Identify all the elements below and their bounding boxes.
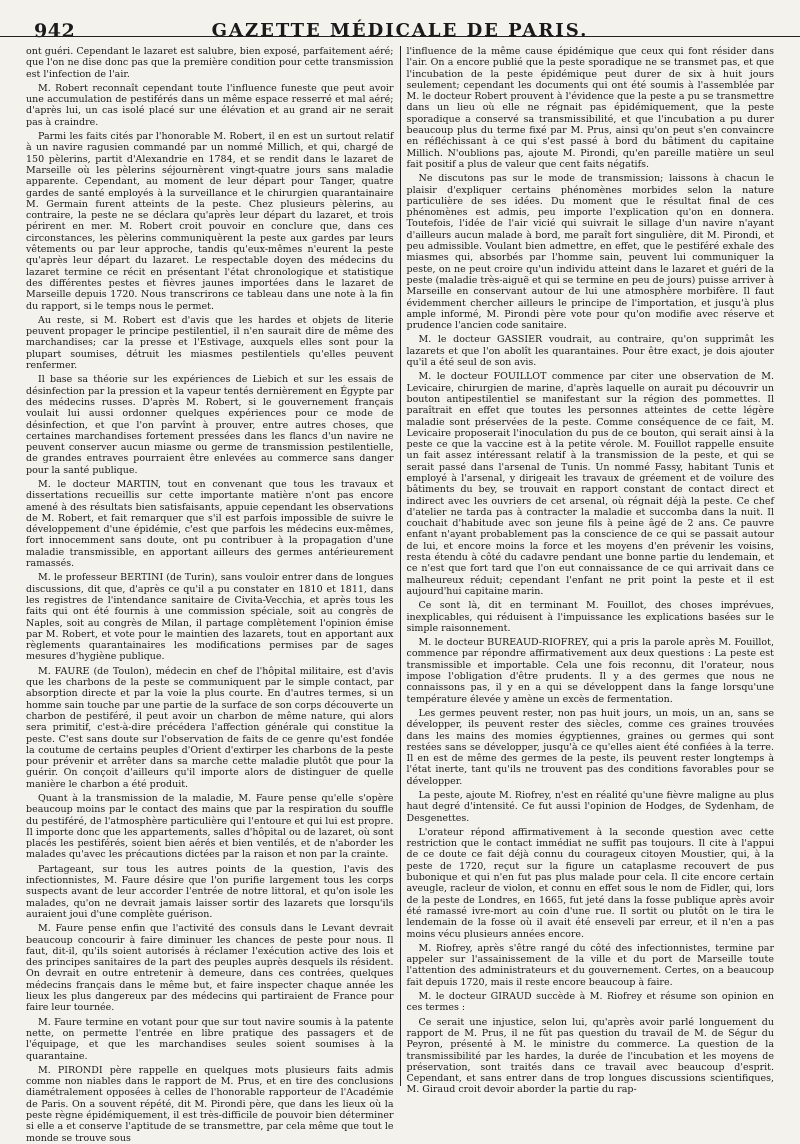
paragraph: M. le docteur GASSIER voudrait, au contraire, qu'on supprimât les lazarets et que l'on abolît les quarantaines. Pour être exact, je dois ajouter qu'il a été seul de son avis. [406, 334, 774, 369]
paragraph: M. Robert reconnaît cependant toute l'influence funeste que peut avoir une accumulation de pestiférés dans un même espace resserré et mal aéré; d'après lui, un cas isolé placé sur une élévation et au grand air ne serait pas à craindre. [26, 82, 394, 128]
header-rule [0, 36, 800, 37]
paragraph: Il base sa théorie sur les expériences de Liebich et sur les essais de désinfection par la pression et la vapeur tentés dernièrement en Égypte par des médecins russes. D'après M. Robert, si le gouvernement français voulait lui aussi ordonner quelques expériences pour ce mode de désinfection, et que l'on parvînt à prouver, entre autres choses, que certaines marchandises fortement pressées dans les flancs d'un navire ne peuvent conserver aucun miasme ou germe de transmission pestilentielle, de grandes entraves pourraient être enlevées au commerce sans danger pour la santé publique. [26, 374, 394, 476]
paragraph: M. le docteur FOUILLOT commence par citer une observation de M. Levicaire, chirurgien de marine, d'après laquelle on aurait pu découvrir un bouton antipestilentiel se manifestant sur la région des pommettes. Il paraîtrait en effet que toutes les personnes atteintes de cette légère maladie sont préservées de la peste. Comme conséquence de ce fait, M. Levicaire proposerait l'inoculation du pus de ce bouton, qui serait ainsi à la peste ce que la vaccine est à la petite vérole. M. Fouillot rappelle ensuite un fait assez intéressant relatif à la transmission de la peste, et qui se serait passé dans l'arsenal de Tunis. Un nommé Fassy, habitant Tunis et employé à l'arsenal, y dirigeait les travaux de gréement et de voilure des bâtiments du bey, se trouvait en rapport constant de contact direct et indirect avec les ouvriers de cet arsenal, où régnait déjà la peste. Ce chef d'atelier ne tarda pas à contracter la maladie et succomba dans la nuit. Il couchait d'habitude avec son jeune fils à peine âgé de 2 ans. Ce pauvre enfant n'ayant probablement pas la conscience de ce qui se passait autour de lui, et encore moins la force et les moyens d'en prévenir les voisins, resta étendu à côté du cadavre pendant une bonne partie du lendemain, et ce n'est que fort tard que l'on eut connaissance de ce qui arrivait dans ce malheureux réduit; cependant l'enfant ne prit point la peste et il est aujourd'hui capitaine marin. [406, 371, 774, 597]
paragraph: M. Faure termine en votant pour que sur tout navire soumis à la patente nette, on permette l'entrée en libre pratique des passagers et de l'équipage, et que les marchandises seules soient soumises à la quarantaine. [26, 1016, 394, 1062]
paragraph: M. Faure pense enfin que l'activité des consuls dans le Levant devrait beaucoup concourir à faire diminuer les chances de peste pour nous. Il faut, dit-il, qu'ils soient autorisés à réclamer l'exécution active des lois et des principes sanitaires de la part des peuples auprès desquels ils résident. On devrait en outre entretenir à demeure, dans ces contrées, quelques médecins français dans le même but, et faire inspecter chaque année les lieux les plus dangereux par des médecins qui partiraient de France pour faire leur tournée. [26, 923, 394, 1014]
paragraph: ont guéri. Cependant le lazaret est salubre, bien exposé, parfaitement aéré; que l'on ne dise donc pas que la première condition pour cette transmission est l'infection de l'air. [26, 46, 394, 80]
paragraph: Au reste, si M. Robert est d'avis que les hardes et objets de literie peuvent propager le principe pestilentiel, il n'en saurait dire de même des marchandises; car la presse et l'Estivage, auxquels elles sont pour la plupart soumises, détruit les miasmes pestilentiels qu'elles peuvent renfermer. [26, 314, 394, 372]
left-column [26, 46, 394, 1144]
paragraph: Ce sont là, dit en terminant M. Fouillot, des choses imprévues, inexplicables, qui réduisent à l'impuissance les explications basées sur le simple raisonnement. [406, 600, 774, 634]
paragraph: l'influence de la même cause épidémique que ceux qui font résider dans l'air. On a encore publié que la peste sporadique ne se transmet pas, et que l'incubation de la peste épidémique peut durer de six à huit jours seulement; cependant les documents qui ont été soumis à l'assemblée par M. le docteur Robert prouvent à l'évidence que la peste a pu se transmettre dans un lieu où elle ne régnait pas épidémiquement, que la peste sporadique a conservé sa transmissibilité, et que l'incubation a pu durer beaucoup plus du terme fixé par M. Prus, ainsi qu'on peut s'en convaincre en réfléchissant à ce qui s'est passé à bord du bâtiment du capitaine Millich. N'oublions pas, ajoute M. Pirondi, qu'en pareille matière un seul fait positif a plus de valeur que cent faits négatifs. [406, 46, 774, 170]
paragraph: Partageant, sur tous les autres points de la question, l'avis des infectionnistes, M. Faure désire que l'on purifie largement tous les corps suspects avant de leur accorder l'entrée de notre littoral, et qu'on isole les malades, qu'on ne devrait jamais laisser sortir des lazarets que lorsqu'ils auraient joui d'une complète guérison. [26, 863, 394, 920]
right-column [406, 46, 775, 1096]
paragraph: Les germes peuvent rester, non pas huit jours, un mois, un an, sans se développer, ils peuvent rester des siècles, comme ces graines trouvées dans les mains des momies égyptiennes, graines ou germes qui sont restées sans se développer, jusqu'à ce qu'elles aient été confiées à la terre. Il en est de même des germes de la peste, ils peuvent rester longtemps à l'état inerte, tant qu'ils ne trouvent pas des conditions favorables pour se développer. [406, 707, 774, 787]
text-columns [26, 46, 774, 1144]
column-divider [400, 46, 401, 1086]
paragraph: M. PIRONDI père rappelle en quelques mots plusieurs faits admis comme non niables dans le rapport de M. Prus, et en tire des conclusions diamétralement opposées à celles de l'honorable rapporteur de l'Académie de Paris. On a souvent répété, dit M. Pirondi père, que dans les lieux où la peste règne épidémiquement, il est très-difficile de pouvoir bien déterminer si elle a et conserve l'aptitude de se transmettre, par cela même que tout le monde se trouve sous [26, 1064, 394, 1144]
paragraph: Ne discutons pas sur le mode de transmission; laissons à chacun le plaisir d'expliquer certains phénomènes morbides selon la nature particulière de ses idées. Du moment que le résultat final de ces phénomènes est admis, peu importe l'explication qu'on en donnera. Toutefois, l'idée de l'air vicié qui suivrait le sillage d'un navire n'ayant d'ailleurs aucun malade à bord, me paraît fort singulière, dit M. Pirondi, et peu admissible. Voulant bien admettre, en effet, que le pestiféré exhale des miasmes qui, absorbés par l'homme sain, peuvent lui communiquer la peste, on ne peut croire qu'un individu atteint dans le lazaret et guéri de la peste (maladie très-aiguë et qui se termine en peu de jours) puisse arriver à Marseille en conservant autour de lui une atmosphère morbifère. Il faut évidemment chercher ailleurs le principe de l'importation, et jusqu'à plus ample informé, M. Pirondi père vote pour qu'on modifie avec réserve et prudence l'ancien code sanitaire. [406, 173, 774, 332]
page-number: 942 [34, 20, 76, 42]
paragraph: M. le docteur BUREAUD-RIOFREY, qui a pris la parole après M. Fouillot, commence par répondre affirmativement aux deux questions : La peste est transmissible et importable. Cela une fois reconnu, dit l'orateur, nous impose l'obligation d'être prudents. Il y a des germes que nous ne connaissons pas, il y en a qui se développent dans la fange lorsqu'une température élevée y amène un excès de fermentation. [406, 637, 774, 705]
paragraph: Ce serait une injustice, selon lui, qu'après avoir parlé longuement du rapport de M. Prus, il ne fût pas question du travail de M. de Ségur du Peyron, présenté à M. le ministre du commerce. La question de la transmissibilité par les hardes, la durée de l'incubation et les moyens de préservation, sont traités dans ce travail avec beaucoup d'esprit. Cependant, et sans entrer dans de trop longues discussions scientifiques, M. Giraud croit devoir aborder la partie du rap- [406, 1016, 774, 1096]
paragraph: M. le professeur BERTINI (de Turin), sans vouloir entrer dans de longues discussions, dit que, d'après ce qu'il a pu constater en 1810 et 1811, dans les registres de l'intendance sanitaire de Civita-Vecchia, et après tous les faits qui ont été fournis à une commission spéciale, soit au congrès de Naples, soit au congrès de Milan, il partage complètement l'opinion émise par M. Robert, et vote pour le maintien des lazarets, tout en apportant aux règlements quarantainaires les modifications permises par de sages mesures d'hygiène publique. [26, 572, 394, 663]
paragraph: M. le docteur GIRAUD succède à M. Riofrey et résume son opinion en ces termes : [406, 991, 774, 1014]
paragraph: La peste, ajoute M. Riofrey, n'est en réalité qu'une fièvre maligne au plus haut degré d'intensité. Ce fut aussi l'opinion de Hodges, de Sydenham, de Desgenettes. [406, 790, 774, 824]
paragraph: Quant à la transmission de la maladie, M. Faure pense qu'elle s'opère beaucoup moins par le contact des mains que par la respiration du souffle du pestiféré, de l'atmosphère particulière qui l'entoure et qui lui est propre. Il importe donc que les appartements, salles d'hôpital ou de lazaret, où sont placés les pestiférés, soient bien aérés et bien ventilés, et de n'aborder les malades qu'avec les précautions dictées par la raison et non par la crainte. [26, 793, 394, 861]
journal-title: GAZETTE MÉDICALE DE PARIS. [211, 20, 589, 41]
paragraph: M. le docteur MARTIN, tout en convenant que tous les travaux et dissertations recueillis sur cette importante matière n'ont pas encore amené à des résultats bien satisfaisants, appuie cependant les observations de M. Robert, et fait remarquer que s'il est parfois impossible de suivre le développement d'une épidémie, c'est que parfois les médecins eux-mêmes, fort innocemment sans doute, ont pu contribuer à la propagation d'une maladie transmissible, en apportant ailleurs des germes antérieurement ramassés. [26, 478, 394, 570]
paragraph: Parmi les faits cités par l'honorable M. Robert, il en est un surtout relatif à un navire ragusien commandé par un nommé Millich, et qui, chargé de 150 pèlerins, partit d'Alexandrie en 1784, et se rendit dans le lazaret de Marseille où les pèlerins séjournèrent vingt-quatre jours sans maladie apparente. Cependant, au moment de leur départ pour Tanger, quatre gardes de santé employés à la surveillance et le chirurgien quarantainaire M. Germain furent atteints de la peste. Chez plusieurs pèlerins, au contraire, la peste ne se déclara qu'après leur départ du lazaret, et trois périrent en mer. M. Robert croit pouvoir en conclure que, dans ces circonstances, les pèlerins communiquèrent la peste aux gardes par leurs vêtements ou par leur approche, tandis qu'eux-mêmes n'eurent la peste qu'après leur départ du lazaret. Le respectable doyen des médecins du lazaret termine ce récit en présentant l'état chronologique et statistique des différentes pestes et fièvres jaunes importées dans le lazaret de Marseille depuis 1720. Nous transcrirons ce tableau dans une note à la fin du rapport, si le temps nous le permet. [26, 131, 394, 312]
paragraph: M. Riofrey, après s'être rangé du côté des infectionnistes, termine par appeler sur l'assainissement de la ville et du port de Marseille toute l'attention des administrateurs et du gouvernement. Certes, on a beaucoup fait depuis 1720, mais il reste encore beaucoup à faire. [406, 942, 774, 988]
paragraph: M. FAURE (de Toulon), médecin en chef de l'hôpital militaire, est d'avis que les charbons de la peste se communiquent par le simple contact, par absorption directe et par la voie la plus courte. En d'autres termes, si un homme sain touche par une partie de la surface de son corps découverte un charbon de pestiféré, il peut avoir un charbon de même nature, qui alors sera primitif, c'est-à-dire précédera l'affection générale qui constitue la peste. C'est sans doute sur l'observation de faits de ce genre qu'est fondée la coutume de certains peuples d'Orient d'extirper les charbons de la peste pour prévenir et arrêter dans sa marche cette maladie plutôt que pour la guérir. On conçoit d'ailleurs qu'il importe alors de distinguer de quelle manière le charbon a été produit. [26, 665, 394, 790]
paragraph: L'orateur répond affirmativement à la seconde question avec cette restriction que le contact immédiat ne suffit pas toujours. Il cite à l'appui de ce doute ce fait déjà connu du courageux citoyen Moustier, qui, à la peste de 1720, reçut sur la figure un cataplasme recouvert de pus bubonique et qui n'en fut pas plus malade pour cela. Il cite encore certain aveugle, racleur de violon, et connu en effet sous le nom de Fidler, qui, lors de la peste de Londres, en 1665, fut jeté dans la fosse publique après avoir été ramassé ivre-mort au coin d'une rue. Il sortit ou plutôt on le tira le lendemain de la fosse où il avait été enseveli par erreur, et il n'en a pas moins vécu plusieurs années encore. [406, 826, 774, 940]
